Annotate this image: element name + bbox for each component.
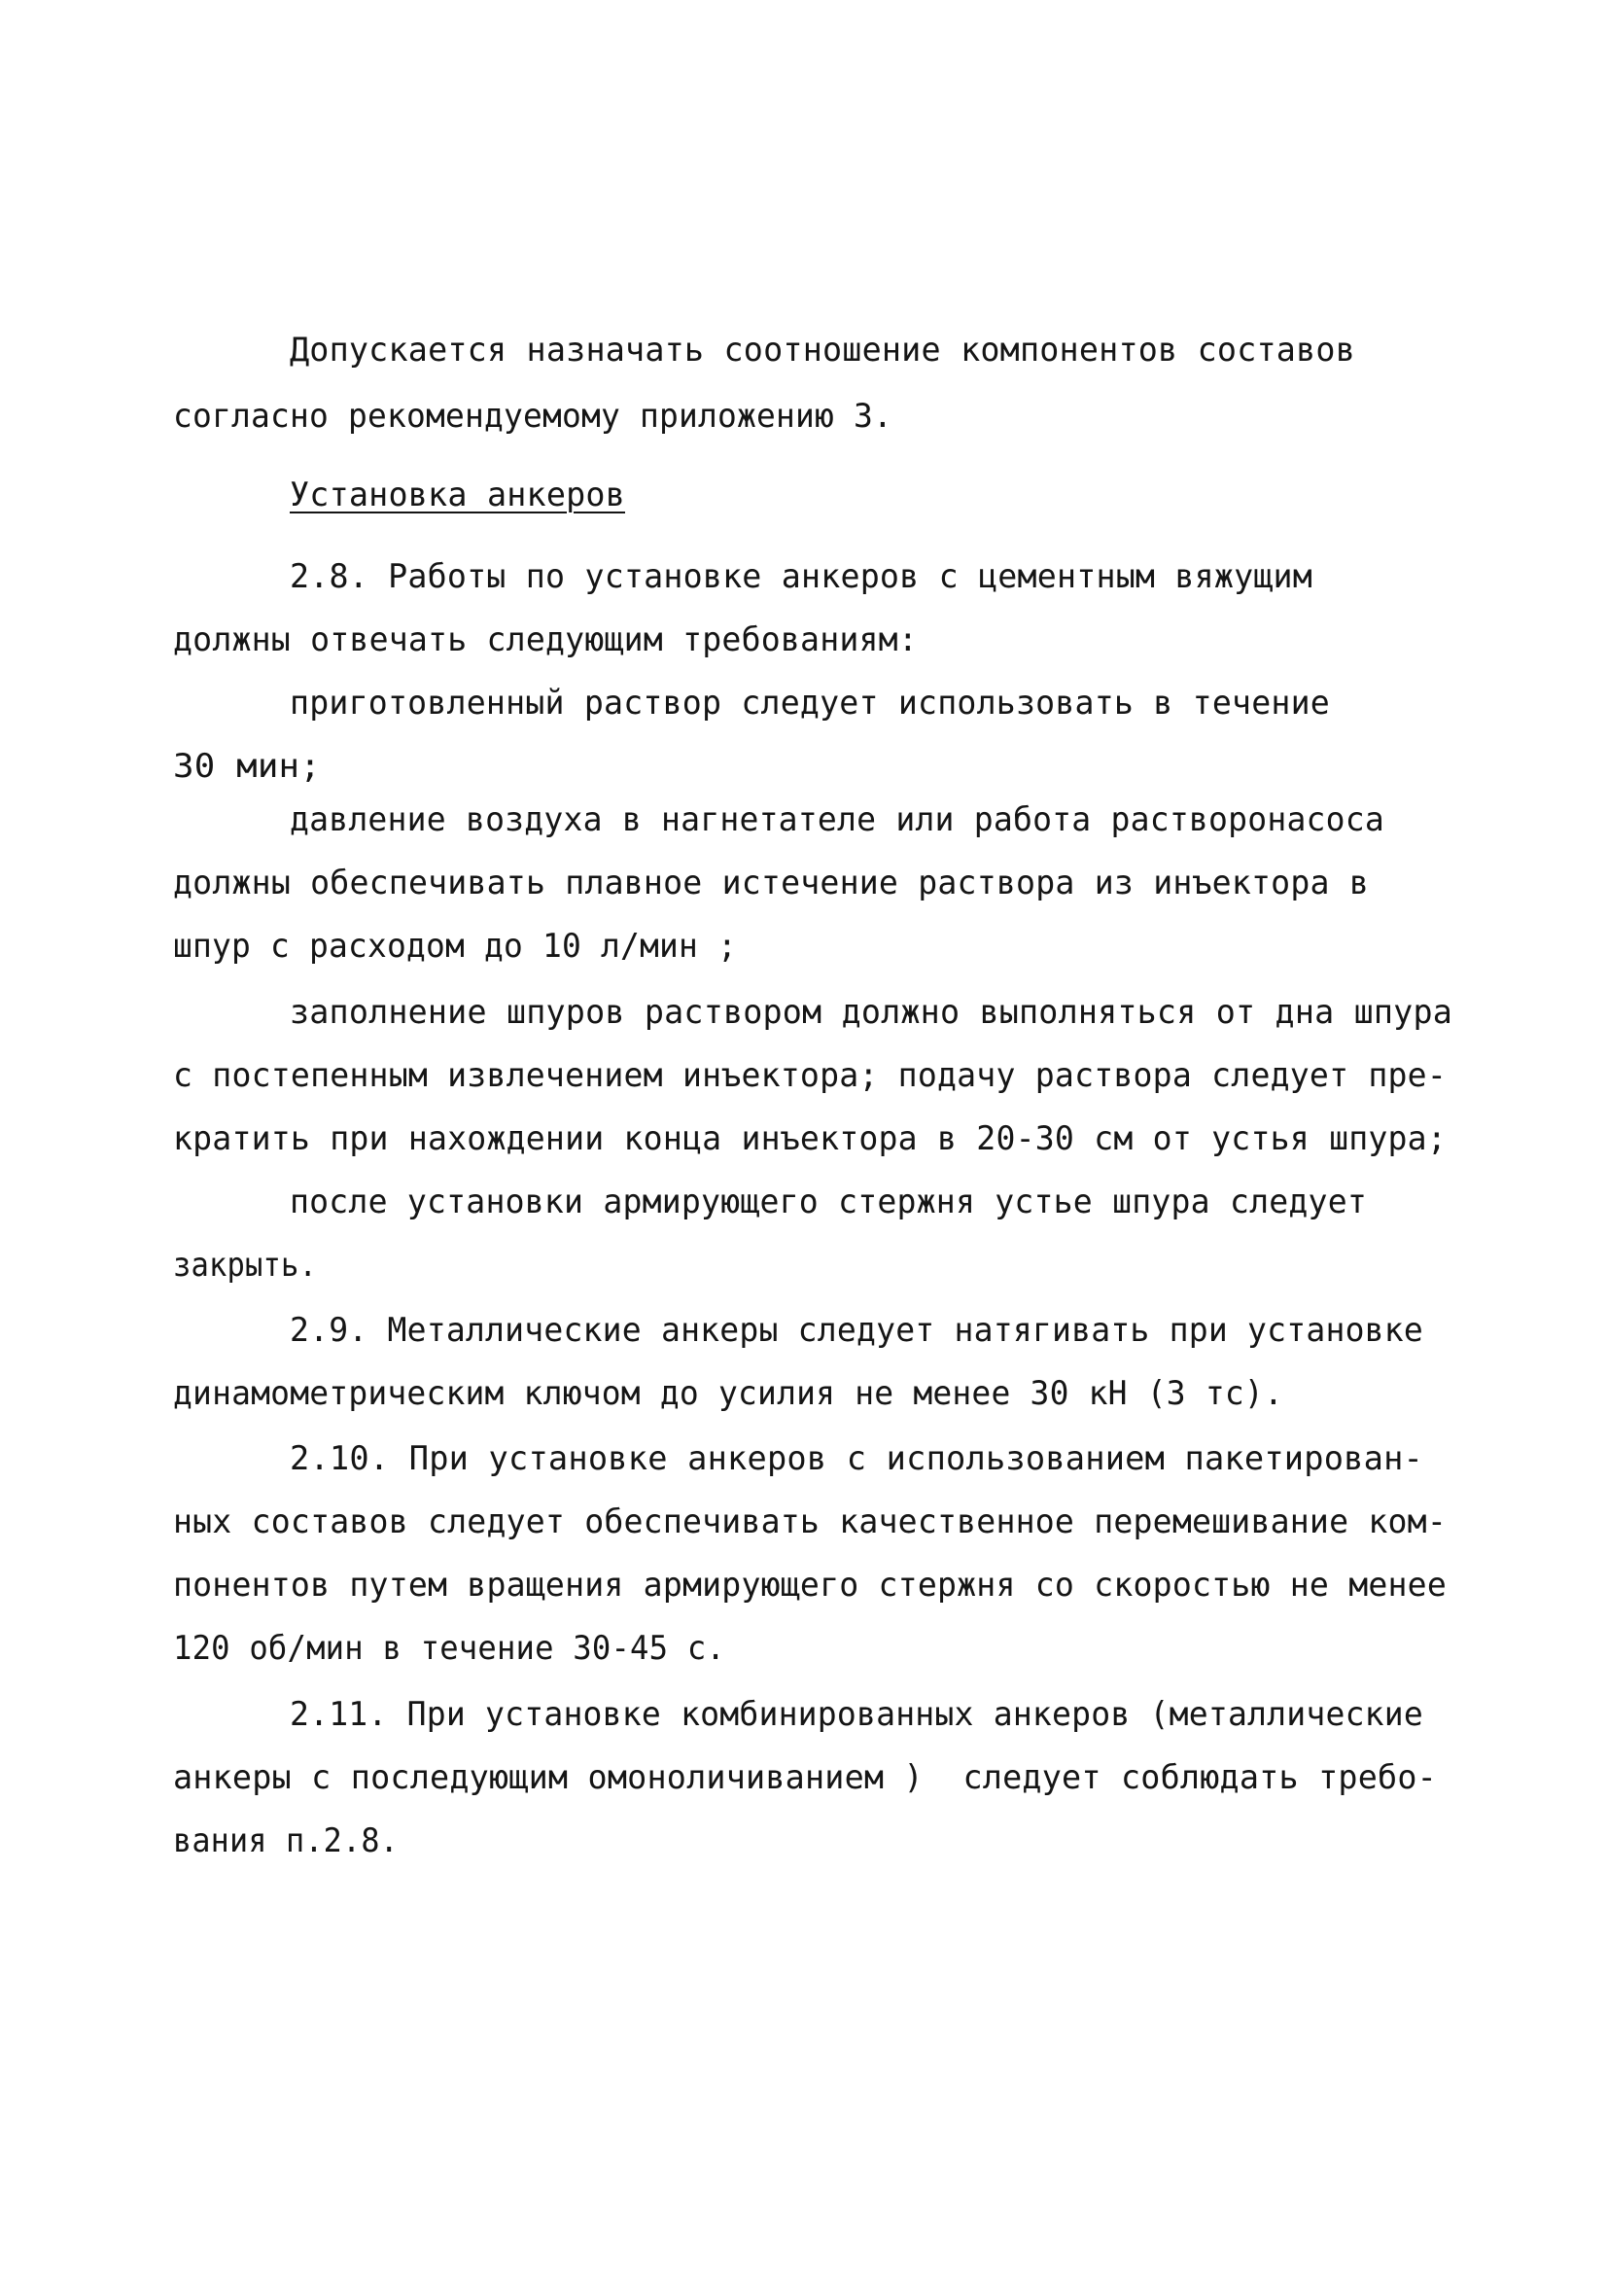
p2-9-line-2: динамометрическим ключом до усилия не менее 30 кН (3 тс). xyxy=(173,1374,1283,1413)
p2-8-line-7: шпур с расходом до 10 л/мин ; xyxy=(173,927,737,966)
p2-8-line-8: заполнение шпуров раствором должно выполняться от дна шпура xyxy=(290,993,1452,1032)
p2-9-line-1: 2.9. Металлические анкеры следует натягивать при установке xyxy=(290,1311,1423,1350)
p2-10-line-1: 2.10. При установке анкеров с использованием пакетирован- xyxy=(290,1439,1423,1478)
p2-8-line-4: 30 мин; xyxy=(173,747,321,786)
p2-8-line-1: 2.8. Работы по установке анкеров с цементным вяжущим xyxy=(290,557,1312,596)
intro-line-1: Допускается назначать соотношение компонентов составов xyxy=(290,331,1355,370)
p2-11-line-2: анкеры с последующим омоноличиванием ) следует соблюдать требо- xyxy=(173,1758,1437,1797)
p2-10-line-3: понентов путем вращения армирующего стержня со скоростью не менее xyxy=(173,1566,1447,1605)
p2-10-line-2: ных составов следует обеспечивать качественное перемешивание ком- xyxy=(173,1502,1447,1541)
p2-8-line-10: кратить при нахождении конца инъектора в 20-30 см от устья шпура; xyxy=(173,1119,1447,1158)
p2-11-line-3: вания п.2.8. xyxy=(173,1821,399,1860)
p2-8-line-2: должны отвечать следующим требованиям: xyxy=(173,620,918,659)
p2-10-line-4: 120 об/мин в течение 30-45 с. xyxy=(173,1629,725,1668)
section-heading: Установка анкеров xyxy=(290,476,625,514)
p2-8-line-12: закрыть. xyxy=(173,1246,317,1285)
p2-11-line-1: 2.11. При установке комбинированных анкеров (металлические xyxy=(290,1695,1423,1734)
p2-8-line-9: с постепенным извлечением инъектора; подачу раствора следует пре- xyxy=(173,1056,1447,1095)
p2-8-line-6: должны обеспечивать плавное истечение раствора из инъектора в xyxy=(173,864,1369,902)
p2-8-line-5: давление воздуха в нагнетателе или работа растворонасоса xyxy=(290,800,1384,839)
p2-8-line-3: приготовленный раствор следует использовать в течение xyxy=(290,684,1330,723)
intro-line-2: согласно рекомендуемому приложению 3. xyxy=(173,397,892,436)
p2-8-line-11: после установки армирующего стержня устье шпура следует xyxy=(290,1183,1367,1221)
